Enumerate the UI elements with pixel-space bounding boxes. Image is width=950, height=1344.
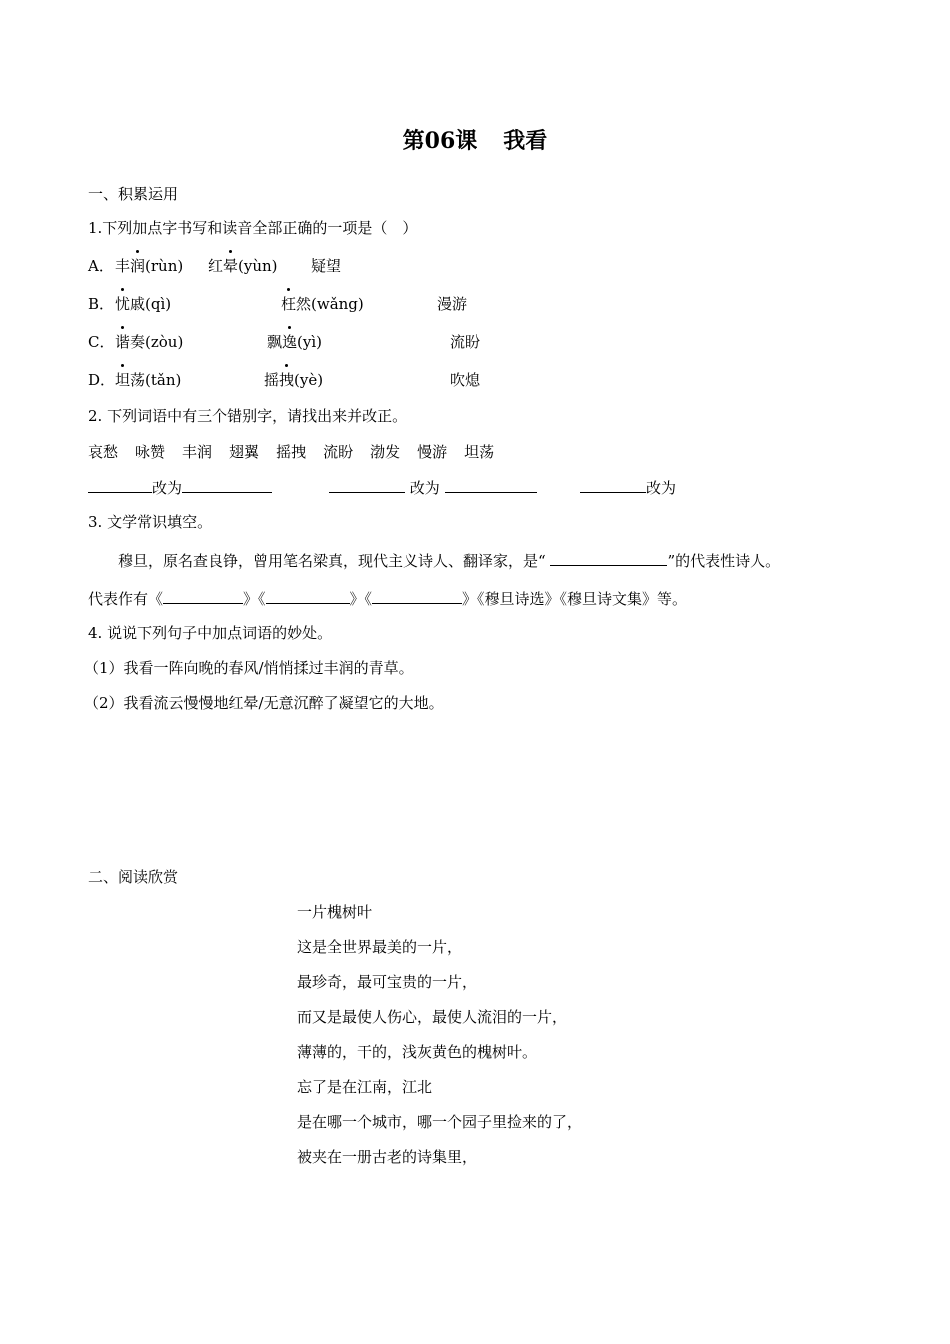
q1-stem: 1.下列加点字书写和读音全部正确的一项是（ ） [88, 219, 418, 237]
q1-option-b-label: B． [88, 295, 115, 313]
q1-option-c-item-1: 谐奏(zòu) [115, 333, 184, 351]
section2-heading: 二、阅读欣赏 [88, 868, 179, 886]
q4-item-2: （2）我看流云慢慢地红晕/无意沉醉了凝望它的大地。 [84, 694, 444, 712]
poem-line: 这是全世界最美的一片， [297, 938, 463, 956]
q4-item-1: （1）我看一阵向晚的春风/悄悄揉过丰润的青草。 [84, 659, 414, 677]
section1-heading: 一、积累运用 [88, 185, 179, 203]
word: 咏赞 [135, 443, 166, 461]
q3-stem: 3. 文学常识填空。 [88, 513, 213, 531]
word: 流盼 [323, 443, 354, 461]
word: 坦荡 [464, 443, 495, 461]
q1-option-c-label: C． [88, 333, 115, 351]
poem-line: 是在哪一个城市，哪一个园子里捡来的了， [297, 1113, 583, 1131]
poem-line: 忘了是在江南，江北 [297, 1078, 433, 1096]
q1-option-d-label: D． [88, 371, 116, 389]
poem-title: 一片槐树叶 [297, 903, 373, 921]
word: 慢游 [417, 443, 448, 461]
q1-option-c-item-2: 飘逸(yì) [267, 333, 323, 351]
q2-word-list [88, 442, 511, 462]
q1-option-b-item-1: 忧戚(qì) [115, 295, 172, 313]
poem-line: 薄薄的，干的，浅灰黄色的槐树叶。 [297, 1043, 538, 1061]
q1-option-a-label: A． [88, 257, 114, 275]
q1-option-a-item-3: 疑望 [311, 257, 342, 275]
q1-option-a-item-2: 红晕(yùn) [208, 257, 278, 275]
q3-line-2: 代表作有《 》《 》《 》《穆旦诗选》《穆旦诗文集》等。 [88, 590, 688, 608]
poem-line: 最珍奇，最可宝贵的一片， [297, 973, 478, 991]
q2-answer-3: 改为 [580, 477, 676, 498]
q1-option-b-item-3: 漫游 [437, 295, 468, 313]
word: 摇拽 [276, 443, 307, 461]
q4-stem: 4. 说说下列句子中加点词语的妙处。 [88, 624, 333, 642]
word: 丰润 [182, 443, 213, 461]
word: 翅翼 [229, 443, 260, 461]
q2-answer-2: 改为 [329, 477, 537, 498]
blank-correct-2[interactable] [445, 477, 537, 493]
blank-wrong-3[interactable] [580, 477, 646, 493]
poem-line: 而又是最使人伤心，最使人流泪的一片， [297, 1008, 568, 1026]
q1-option-d-item-3: 吹熄 [450, 371, 481, 389]
q2-stem: 2. 下列词语中有三个错别字，请找出来并改正。 [88, 407, 408, 425]
blank-wrong-2[interactable] [329, 477, 405, 493]
blank-work-2[interactable] [266, 588, 350, 604]
word: 渤发 [370, 443, 401, 461]
q2-answer-1: 改为 [88, 477, 272, 498]
q1-option-d-item-1: 坦荡(tǎn) [115, 371, 182, 389]
blank-work-3[interactable] [372, 588, 462, 604]
q1-option-b-item-2: 枉然(wǎng) [281, 295, 364, 313]
q1-option-c-item-3: 流盼 [450, 333, 481, 351]
q1-option-a-item-1: 丰润(rùn) [115, 257, 184, 275]
q3-line-1: 穆旦，原名查良铮，曾用笔名梁真，现代主义诗人、翻译家，是“ ”的代表性诗人。 [118, 552, 781, 570]
q1-option-d-item-2: 摇拽(yè) [264, 371, 324, 389]
blank-correct-1[interactable] [182, 477, 272, 493]
page-title: 第06课 我看 [402, 128, 548, 154]
poem-line: 被夹在一册古老的诗集里， [297, 1148, 478, 1166]
blank-work-1[interactable] [163, 588, 243, 604]
blank-wrong-1[interactable] [88, 477, 152, 493]
blank-school-name[interactable] [550, 550, 667, 566]
word: 哀愁 [88, 443, 119, 461]
